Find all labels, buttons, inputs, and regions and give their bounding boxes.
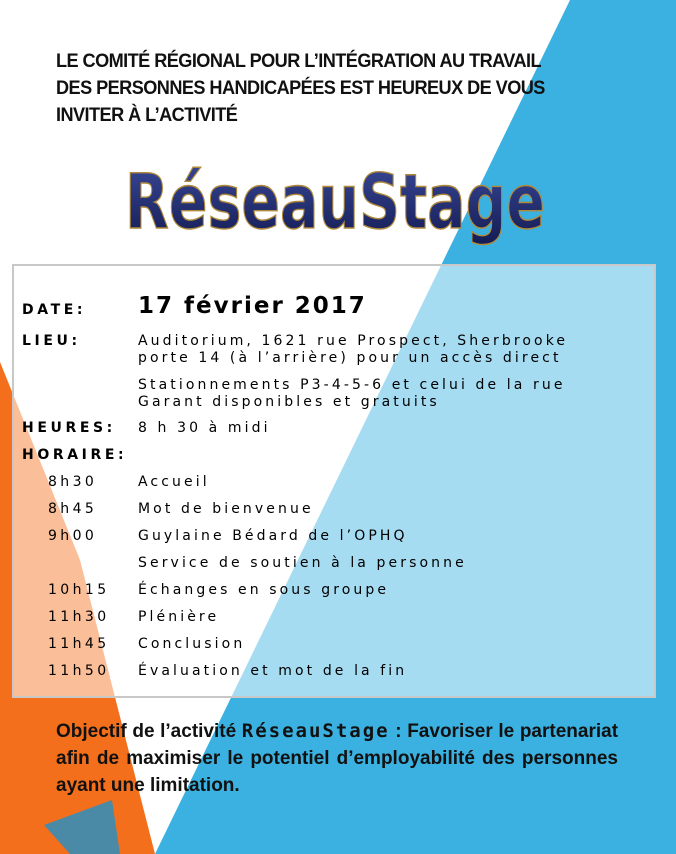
header-line-3: INVITER À L’ACTIVITÉ	[56, 104, 238, 126]
lieu-line-2: porte 14 (à l’arrière) pour un accès direct	[138, 350, 562, 366]
lieu-line-1: Auditorium, 1621 rue Prospect, Sherbrooke	[138, 333, 569, 349]
schedule-item: Service de soutien à la personne	[138, 555, 467, 571]
header-line-1: LE COMITÉ RÉGIONAL POUR L’INTÉGRATION AU TRAVAIL	[56, 50, 542, 72]
schedule-time: 9h00	[48, 528, 98, 544]
schedule-time: 8h30	[48, 474, 98, 490]
schedule-item: Conclusion	[138, 636, 246, 652]
header-line-2: DES PERSONNES HANDICAPÉES EST HEUREUX DE VOUS	[56, 77, 545, 99]
heures-label: HEURES:	[22, 420, 116, 436]
invitation-header	[56, 48, 577, 129]
reseaustage-logo	[0, 140, 676, 250]
schedule-time: 8h45	[48, 501, 98, 517]
lieu-line-4: Garant disponibles et gratuits	[138, 394, 440, 410]
event-details-panel	[12, 264, 656, 698]
objective-brand: RéseauStage	[241, 720, 390, 742]
heures-value: 8 h 30 à midi	[138, 420, 271, 436]
schedule-item: Plénière	[138, 609, 220, 625]
objective-text: : Favoriser le partenariat afin de maximiser le potentiel d’employabilité des personnes ayant une limitation.	[56, 721, 619, 796]
schedule-time: 10h15	[48, 582, 110, 598]
schedule-time: 11h30	[48, 609, 110, 625]
logo-text: RéseauStage	[125, 157, 545, 246]
activity-objective	[56, 718, 618, 799]
schedule-item: Guylaine Bédard de l’OPHQ	[138, 528, 408, 544]
schedule-item: Évaluation et mot de la fin	[138, 663, 408, 679]
horaire-label: HORAIRE:	[22, 447, 128, 463]
schedule-item: Mot de bienvenue	[138, 501, 314, 517]
schedule-item: Accueil	[138, 474, 210, 490]
lieu-label: LIEU:	[22, 333, 81, 349]
schedule-time: 11h50	[48, 663, 110, 679]
schedule-time: 11h45	[48, 636, 110, 652]
lieu-line-3: Stationnements P3-4-5-6 et celui de la rue	[138, 377, 566, 393]
date-label: DATE:	[22, 302, 87, 318]
objective-prefix: Objectif de l’activité	[56, 721, 237, 742]
date-value: 17 février 2017	[138, 293, 367, 319]
schedule-item: Échanges en sous groupe	[138, 582, 390, 598]
